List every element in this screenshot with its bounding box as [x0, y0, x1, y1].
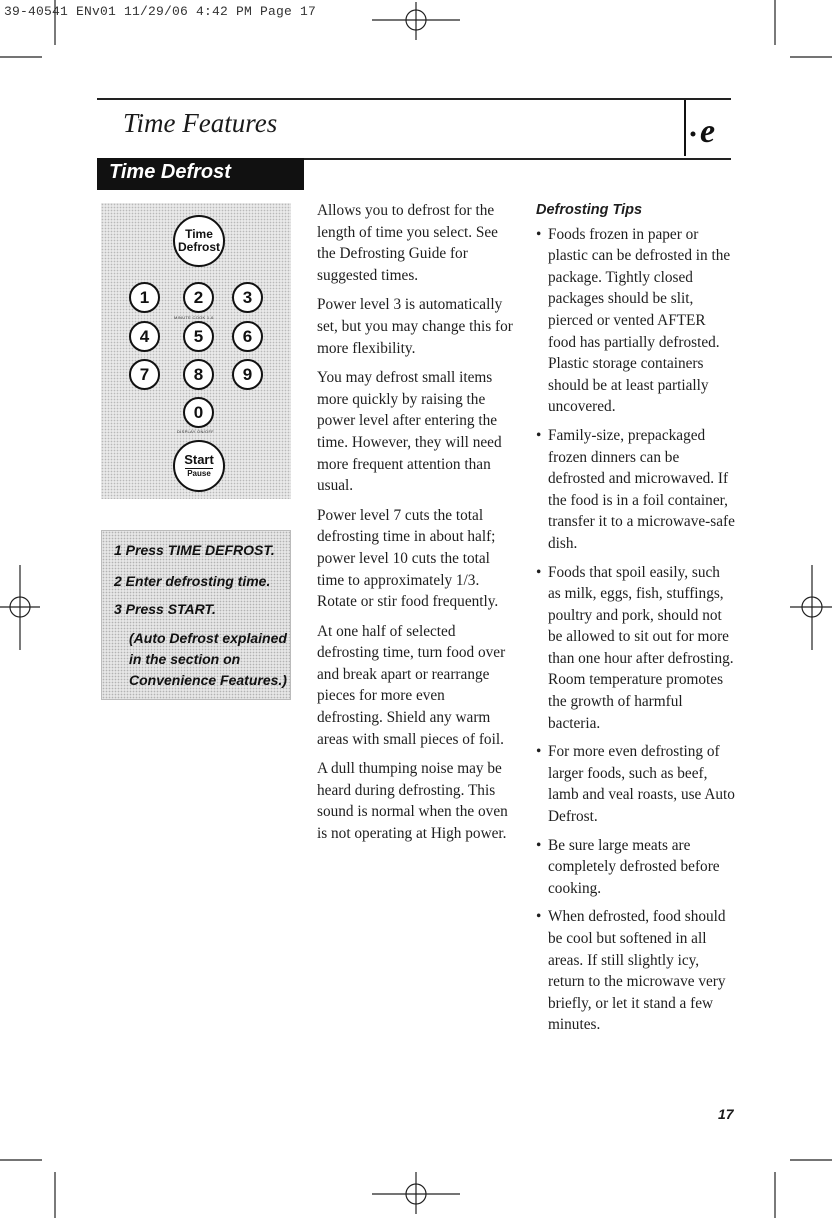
display-on-off-label: DISPLAY ON/OFF [177, 429, 214, 434]
key-3: 3 [232, 282, 263, 313]
step-3: 3 Press START. [114, 601, 216, 617]
step-2: 2 Enter defrosting time. [114, 573, 271, 589]
paragraph: At one half of selected defrosting time, turn food over and break apart or rearrange pieces for more even defrosting. Shield any warm areas with small pieces of foil. [317, 622, 506, 748]
steps-box [101, 530, 291, 700]
printer-slug: 39-40541 ENv01 11/29/06 4:42 PM Page 17 [4, 4, 317, 19]
key-7: 7 [129, 359, 160, 390]
step-1: 1 Press TIME DEFROST. [114, 542, 275, 558]
tip-item: • For more even defrosting of larger foods, such as beef, lamb and veal roasts, use Auto Defrost. [536, 743, 735, 826]
key-0: 0 [183, 397, 214, 428]
step-note-line-3: Convenience Features.) [129, 672, 287, 688]
key-9: 9 [232, 359, 263, 390]
key-8: 8 [183, 359, 214, 390]
tip-item: • Family-size, prepackaged frozen dinners can be defrosted and microwaved. If the food is in a foil container, transfer it to a microwave-safe dish. [536, 426, 735, 552]
tip-item: • Be sure large meats are completely defrosted before cooking. [536, 836, 720, 897]
key-1: 1 [129, 282, 160, 313]
page-number: 17 [718, 1106, 734, 1122]
page-title: Time Features [123, 108, 278, 138]
tips-heading: Defrosting Tips [536, 202, 643, 218]
step-note-line-1: (Auto Defrost explained [129, 630, 287, 646]
minute-cook-label: MINUTE COOK 1-6 [174, 315, 214, 320]
tip-item: • Foods frozen in paper or plastic can be defrosted in the package. Tightly closed packages should be slit, pierced or vented AFTER food has partially defrosted. Plastic storage containers should be at least partially uncovered. [536, 225, 731, 416]
time-defrost-key: Time Defrost [173, 215, 225, 267]
key-6: 6 [232, 321, 263, 352]
header-rule-top [97, 98, 731, 100]
keypad-illustration [101, 203, 291, 499]
section-title: Time Defrost [97, 158, 304, 190]
key-5: 5 [183, 321, 214, 352]
middle-column [317, 200, 513, 853]
paragraph: A dull thumping noise may be heard during defrosting. This sound is normal when the oven is not operating at High power. [317, 760, 508, 843]
start-pause-key: Start Pause [173, 440, 225, 492]
step-note-line-2: in the section on [129, 651, 241, 667]
tip-item: • Foods that spoil easily, such as milk, eggs, fish, stuffings, poultry and pork, should not be allowed to sit out for more than one hour after defrosting. Room temperature promotes the growth of harmful bacteria. [536, 563, 734, 732]
paragraph: Power level 7 cuts the total defrosting time in about half; power level 10 cuts the total time to approximately 1/3. Rotate or stir food frequently. [317, 506, 499, 611]
key-4: 4 [129, 321, 160, 352]
key-2: 2 [183, 282, 214, 313]
paragraph: You may defrost small items more quickly by raising the power level after entering the time. However, they will need more frequent attention than usual. [317, 369, 502, 495]
ge-logo [684, 100, 730, 156]
paragraph: Power level 3 is automatically set, but you may change this for more flexibility. [317, 296, 513, 357]
paragraph: Allows you to defrost for the length of time you select. See the Defrosting Guide for suggested times. [317, 202, 498, 284]
svg-text:e: e [700, 113, 716, 150]
defrosting-tips [536, 200, 736, 1043]
tip-item: • When defrosted, food should be cool but softened in all areas. If still slightly icy, return to the microwave very briefly, or let it stand a few minutes. [536, 908, 726, 1034]
